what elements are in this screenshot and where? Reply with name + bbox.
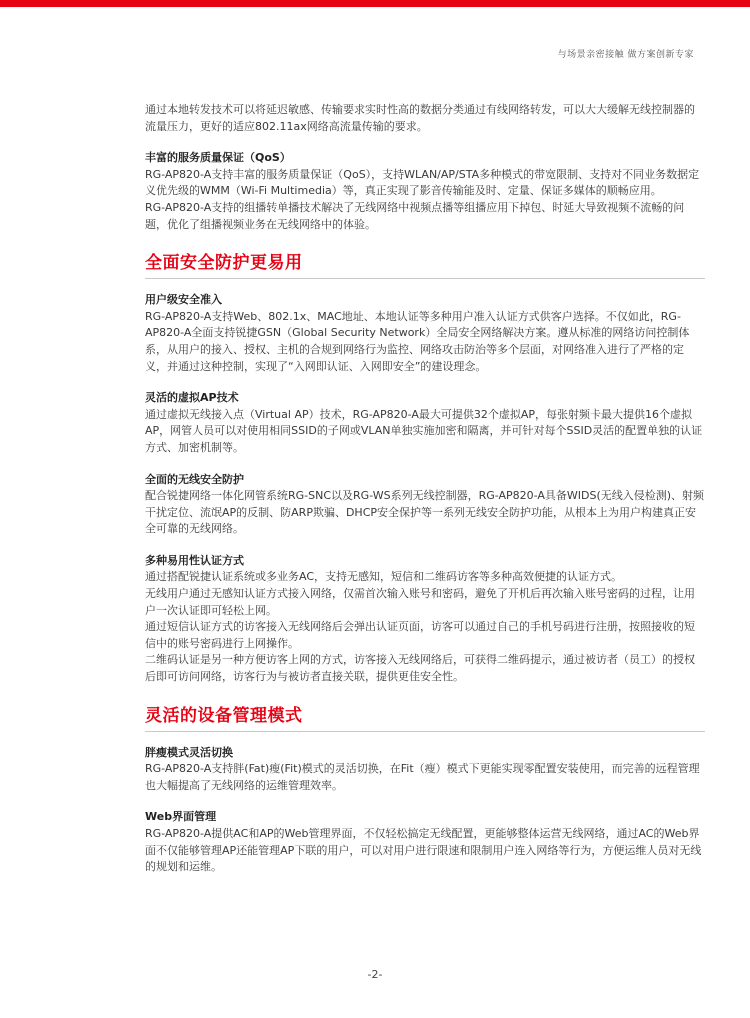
block-paragraph: 二维码认证是另一种方便访客上网的方式，访客接入无线网络后，可获得二维码提示，通过被访者（员工）的授权后即可访问网络，访客行为与被访者直接关联，提供更佳安全性。 bbox=[145, 653, 695, 684]
block-paragraph: 通过虚拟无线接入点（Virtual AP）技术，RG-AP820-A最大可提供32个虚拟AP，每张射频卡最大提供16个虚拟AP，网管人员可以对使用相同SSID的子网或VLAN单独实施加密和隔离，并可针对每个SSID灵活的配置单独的认证方式、加密机制等。 bbox=[145, 407, 703, 454]
qos-paragraph: RG-AP820-A支持丰富的服务质量保证（QoS），支持WLAN/AP/STA多种模式的带宽限制、支持对不同业务数据定义优先级的WMM（Wi-Fi Multimedia）等，真正实现了影音传输能及时、定量、保证多媒体的顺畅应用。 bbox=[145, 167, 700, 198]
block-title: 多种易用性认证方式 bbox=[145, 553, 244, 567]
intro-block bbox=[145, 102, 705, 135]
qos-block bbox=[145, 150, 705, 233]
page-content bbox=[145, 102, 705, 891]
block-paragraph: 通过搭配锐捷认证系统或多业务AC，支持无感知，短信和二维码访客等多种高效便捷的认证方式。 bbox=[145, 570, 623, 584]
block-paragraph: RG-AP820-A支持胖(Fat)瘦(Fit)模式的灵活切换，在Fit（瘦）模式下更能实现零配置安装使用，而完善的远程管理也大幅提高了无线网络的运维管理效率。 bbox=[145, 762, 700, 792]
section-heading-security: 全面安全防护更易用 bbox=[145, 251, 705, 279]
top-accent-bar bbox=[0, 0, 750, 7]
block-title: 用户级安全准入 bbox=[145, 293, 222, 307]
intro-paragraph: 通过本地转发技术可以将延迟敏感、传输要求实时性高的数据分类通过有线网络转发，可以大大缓解无线控制器的流量压力，更好的适应802.11ax网络高流量传输的要求。 bbox=[145, 103, 695, 133]
block-title: 全面的无线安全防护 bbox=[145, 472, 244, 486]
header-tagline: 与场景亲密接触 做方案创新专家 bbox=[557, 50, 694, 60]
block-title: 灵活的虚拟AP技术 bbox=[145, 391, 239, 405]
qos-paragraph: RG-AP820-A支持的组播转单播技术解决了无线网络中视频点播等组播应用下掉包、时延大导致视频不流畅的问题，优化了组播视频业务在无线网络中的体验。 bbox=[145, 200, 685, 231]
section-heading-management: 灵活的设备管理模式 bbox=[145, 704, 705, 732]
block-auth-methods bbox=[145, 553, 705, 686]
block-paragraph: RG-AP820-A支持Web、802.1x、MAC地址、本地认证等多种用户准入认证方式供客户选择。不仅如此，RG-AP820-A全面支持锐捷GSN（Global Security Network）全局安全网络解决方案。遵从标准的网络访问控制体系，从用户的接入、授权、主机的合规到网络行为监控、网络攻击防治等多个层面，对网络准入进行了严格的定义，并通过这种控制，实现了“入网即认证、入网即安全”的建设理念。 bbox=[145, 309, 690, 373]
block-title: 胖瘦模式灵活切换 bbox=[145, 745, 233, 759]
block-wireless-security bbox=[145, 472, 705, 538]
block-title: Web界面管理 bbox=[145, 810, 217, 824]
block-paragraph: 配合锐捷网络一体化网管系统RG-SNC以及RG-WS系列无线控制器，RG-AP820-A具备WIDS(无线入侵检测)、射频干扰定位、流氓AP的反制、防ARP欺骗、DHCP安全保护等一系列无线安全防护功能，从根本上为用户构建真正安全可靠的无线网络。 bbox=[145, 489, 705, 536]
qos-title: 丰富的服务质量保证（QoS） bbox=[145, 151, 291, 165]
block-fat-fit bbox=[145, 745, 705, 795]
block-user-access bbox=[145, 292, 705, 375]
block-virtual-ap bbox=[145, 390, 705, 456]
block-paragraph: 通过短信认证方式的访客接入无线网络后会弹出认证页面，访客可以通过自己的手机号码进行注册，按照接收的短信中的账号密码进行上网操作。 bbox=[145, 620, 695, 650]
block-paragraph: 无线用户通过无感知认证方式接入网络，仅需首次输入账号和密码，避免了开机后再次输入账号密码的过程，让用户一次认证即可轻松上网。 bbox=[145, 587, 695, 617]
page-number: -2- bbox=[367, 968, 383, 981]
block-paragraph: RG-AP820-A提供AC和AP的Web管理界面，不仅轻松搞定无线配置，更能够整体运营无线网络，通过AC的Web界面不仅能够管理AP还能管理AP下联的用户，可以对用户进行限速和限制用户连入网络等行为，方便运维人员对无线的规划和运维。 bbox=[145, 827, 702, 874]
block-web-management bbox=[145, 809, 705, 875]
